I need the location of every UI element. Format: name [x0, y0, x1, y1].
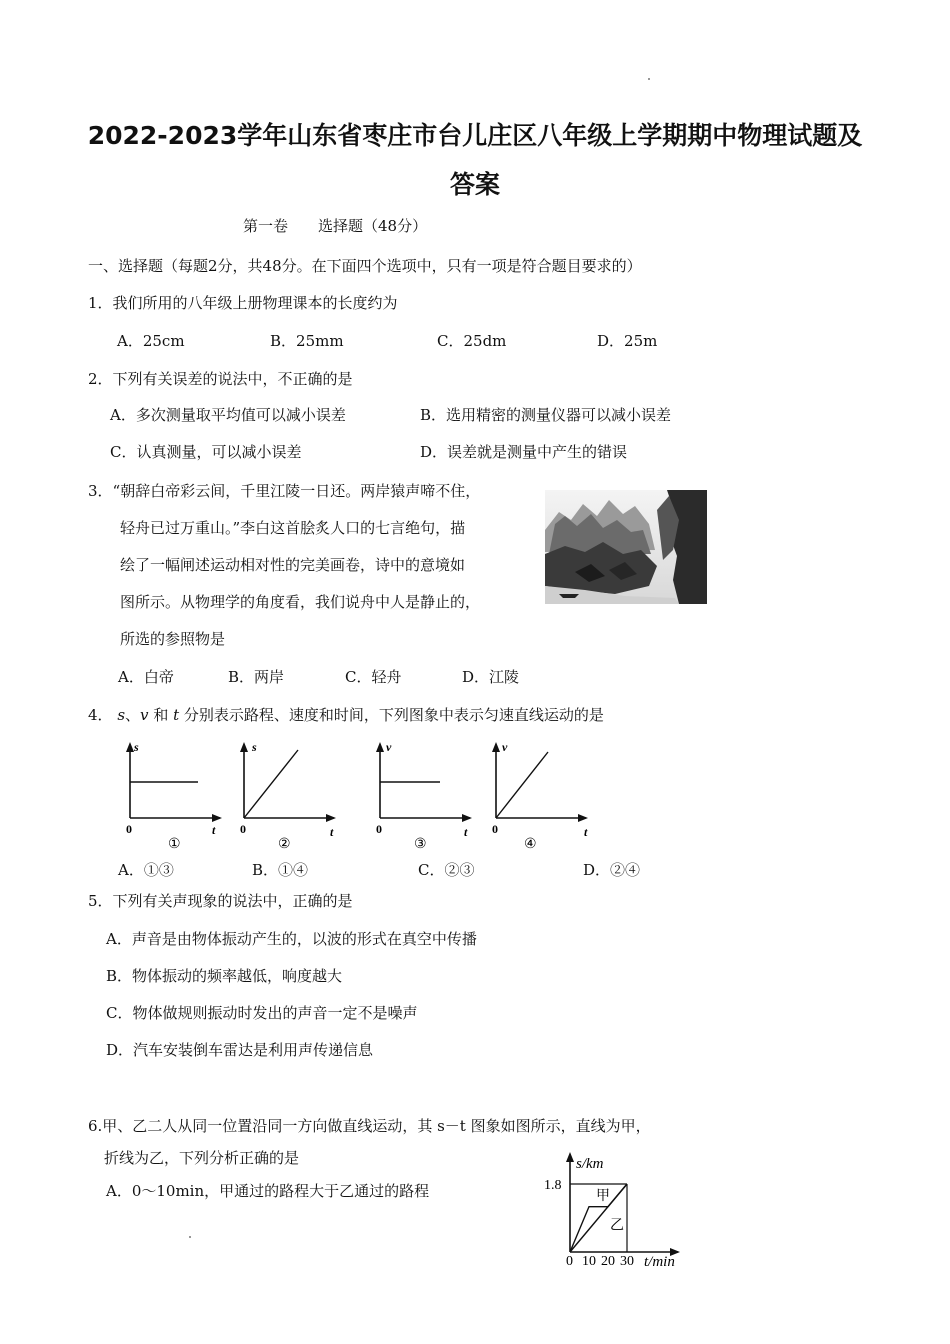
q4-graph-3-label: ③	[414, 837, 427, 852]
y-tick-label: 1.8	[544, 1178, 562, 1193]
q4-graph-4-origin: 0	[492, 822, 498, 836]
q1-option-a: A．25cm	[117, 332, 185, 350]
series-label-jia: 甲	[596, 1189, 610, 1204]
page-title-line1: 2022-2023学年山东省枣庄市台儿庄区八年级上学期期中物理试题及	[87, 121, 863, 150]
q4-graph-1-xlabel: t	[212, 823, 216, 837]
q3-line3: 绘了一幅闸述运动相对性的完美画卷，诗中的意境如	[120, 556, 466, 574]
q1-option-b: B．25mm	[270, 332, 344, 350]
q5-stem: 5．下列有关声现象的说法中，正确的是	[88, 892, 353, 910]
q6-line1: 6.甲、乙二人从同一位置沿同一方向做直线运动，其 s－t 图象如图所示，直线为甲，	[88, 1117, 651, 1135]
q6-option-a: A．0～10min，甲通过的路程大于乙通过的路程	[106, 1182, 430, 1200]
q4-stem	[88, 705, 604, 725]
q5-option-c: C．物体做规则振动时发出的声音一定不是噪声	[106, 1004, 418, 1022]
q4-graph-2	[230, 738, 342, 856]
series-label-yi: 乙	[610, 1218, 624, 1234]
q4-graph-3-xlabel: t	[464, 825, 468, 839]
q4-graph-1-label: ①	[168, 837, 181, 852]
q2-option-d: D．误差就是测量中产生的错误	[420, 443, 628, 461]
q4-option-a: A．①③	[118, 861, 174, 879]
landscape-painting	[545, 490, 707, 604]
scan-dot	[189, 1236, 191, 1238]
q3-option-d: D．江陵	[462, 668, 520, 686]
q4-var-v: v	[140, 706, 149, 724]
chart-ylabel: s/km	[576, 1156, 604, 1172]
q4-var-t: t	[173, 706, 180, 724]
q3-line2: 轻舟已过万重山。”李白这首脍炙人口的七言绝句，描	[120, 519, 466, 537]
q4-option-b: B．①④	[252, 861, 309, 879]
x-tick-label: 0	[566, 1254, 573, 1269]
q4-graph-4-ylabel: v	[502, 740, 508, 754]
q4-and: 和	[153, 706, 169, 724]
q4-graph-2-ylabel: s	[252, 740, 257, 754]
q1-option-d: D．25m	[597, 332, 658, 350]
q4-stem-prefix: 4．	[88, 706, 113, 724]
q4-graph-4	[482, 738, 594, 856]
q4-option-d: D．②④	[583, 861, 641, 879]
q3-option-a: A．白帝	[118, 668, 174, 686]
q2-option-c: C．认真测量，可以减小误差	[110, 443, 302, 461]
q4-graph-4-xlabel: t	[584, 825, 588, 839]
q2-option-b: B．选用精密的测量仪器可以减小误差	[420, 406, 672, 424]
q5-option-a: A．声音是由物体振动产生的，以波的形式在真空中传播	[106, 930, 477, 948]
chart-y-arrow	[566, 1152, 574, 1162]
q5-option-b: B．物体振动的频率越低，响度越大	[106, 967, 343, 985]
q3-line4: 图所示。从物理学的角度看，我们说舟中人是静止的，	[120, 593, 481, 611]
x-tick-label: 30	[620, 1254, 634, 1269]
x-tick-label: 20	[601, 1254, 615, 1269]
q4-graph-3	[366, 738, 478, 856]
section-header: 第一卷 选择题（48分）	[243, 217, 428, 235]
q4-graph-2-origin: 0	[240, 822, 246, 836]
q4-graph-2-xlabel: t	[330, 825, 334, 839]
q3-line5: 所选的参照物是	[120, 630, 226, 648]
q5-option-d: D．汽车安装倒车雷达是利用声传递信息	[106, 1041, 374, 1059]
q3-line1: 3．“朝辞白帝彩云间，千里江陵一日还。两岸猿声啼不住，	[88, 482, 481, 500]
q4-graph-1	[116, 738, 228, 856]
q1-option-c: C．25dm	[437, 332, 507, 350]
q3-option-c: C．轻舟	[345, 668, 402, 686]
q6-line2: 折线为乙，下列分析正确的是	[104, 1149, 300, 1167]
q4-graph-2-label: ②	[278, 837, 291, 852]
q3-option-b: B．两岸	[228, 668, 285, 686]
q2-option-a: A．多次测量取平均值可以减小误差	[110, 406, 346, 424]
q6-st-chart	[540, 1148, 700, 1274]
q4-sep: 、	[125, 706, 141, 724]
q4-graph-1-ylabel: s	[134, 740, 139, 754]
q4-stem-rest: 分别表示路程、速度和时间，下列图象中表示匀速直线运动的是	[183, 706, 604, 724]
q4-var-s: s	[117, 706, 126, 724]
q1-stem: 1．我们所用的八年级上册物理课本的长度约为	[88, 294, 398, 312]
q4-graph-3-origin: 0	[376, 822, 382, 836]
q4-graph-3-ylabel: v	[386, 740, 392, 754]
chart-xlabel: t/min	[644, 1254, 675, 1270]
q2-stem: 2．下列有关误差的说法中，不正确的是	[88, 370, 353, 388]
x-tick-label: 10	[582, 1254, 596, 1269]
scan-dot	[648, 78, 650, 80]
part-one-instructions: 一、选择题（每题2分，共48分。在下面四个选项中，只有一项是符合题目要求的）	[88, 257, 642, 275]
q4-option-c: C．②③	[418, 861, 475, 879]
q4-graph-4-label: ④	[524, 837, 537, 852]
q4-graph-1-origin: 0	[126, 822, 132, 836]
page-title-line2: 答案	[449, 170, 500, 199]
